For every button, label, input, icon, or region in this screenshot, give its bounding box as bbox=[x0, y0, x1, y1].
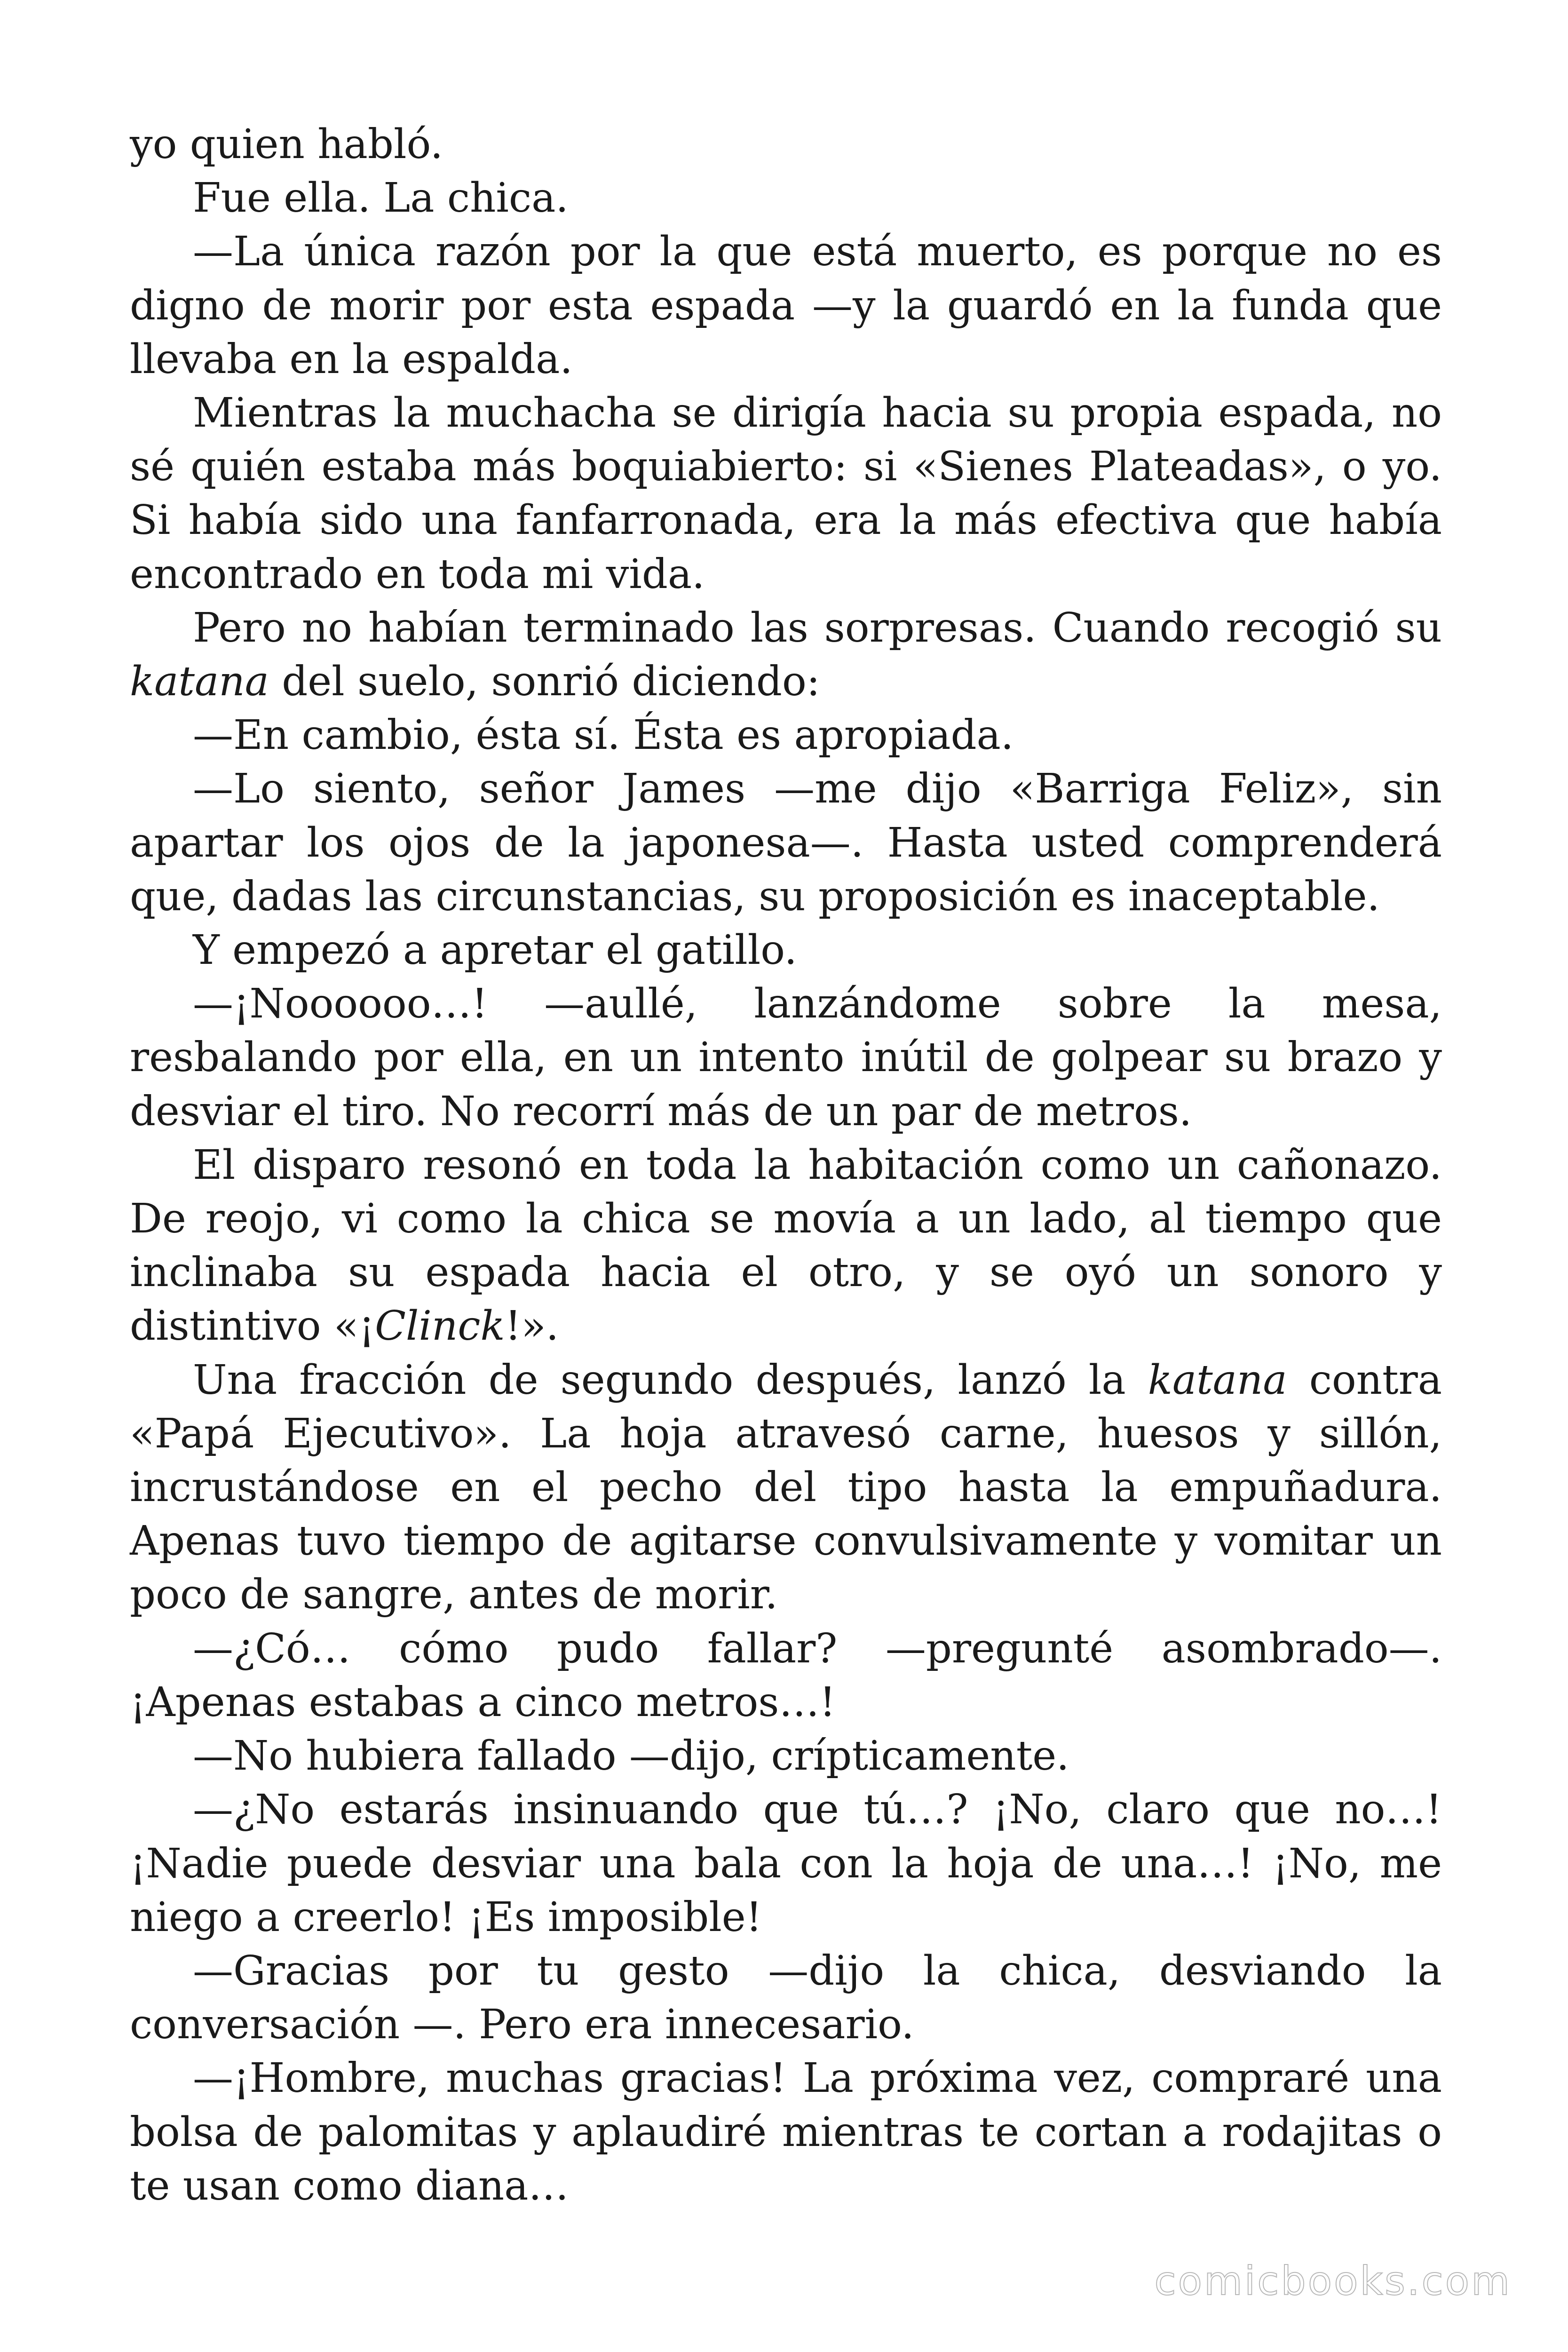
watermark: comicbooks.com bbox=[1154, 2258, 1512, 2304]
body-text bbox=[130, 118, 1442, 2213]
paragraph bbox=[130, 118, 1442, 171]
paragraph bbox=[130, 1944, 1442, 2051]
text-run: Pero no habían terminado las sorpresas. Cuando recogió su bbox=[193, 604, 1442, 652]
paragraph bbox=[130, 225, 1442, 386]
text-run: contra «Papá Ejecutivo». La hoja atravesó carne, huesos y sillón, incrustándose en el pecho del tipo hasta la empuñadura. Apenas tuvo tiempo de agitarse convulsivamente y vomitar un poco de sangre, antes de morir. bbox=[130, 1356, 1442, 1619]
text-run: —¿No estarás insinuando que tú…? ¡No, claro que no…! ¡Nadie puede desviar una bala con la hoja de una…! ¡No, me niego a creerlo! ¡Es imposible! bbox=[130, 1786, 1442, 1941]
text-run: del suelo, sonrió diciendo: bbox=[269, 658, 820, 706]
text-run: —¡Noooooo…! —aullé, lanzándome sobre la mesa, resbalando por ella, en un intento inútil de golpear su brazo y desviar el tiro. No recorrí más de un par de metros. bbox=[130, 980, 1442, 1135]
paragraph bbox=[130, 1783, 1442, 1944]
paragraph bbox=[130, 171, 1442, 225]
paragraph bbox=[130, 601, 1442, 708]
text-run: !». bbox=[505, 1303, 559, 1350]
paragraph bbox=[130, 2051, 1442, 2213]
italic-text: katana bbox=[130, 658, 269, 706]
paragraph bbox=[130, 708, 1442, 762]
text-run: —La única razón por la que está muerto, es porque no es digno de morir por esta espada —y la guardó en la funda que llevaba en la espalda. bbox=[130, 228, 1442, 383]
paragraph bbox=[130, 1138, 1442, 1353]
paragraph bbox=[130, 923, 1442, 977]
text-run: —¿Có… cómo pudo fallar? —pregunté asombrado—. ¡Apenas estabas a cinco metros…! bbox=[130, 1625, 1442, 1726]
text-run: Fue ella. La chica. bbox=[193, 175, 569, 222]
paragraph bbox=[130, 1622, 1442, 1729]
text-run: Y empezó a apretar el gatillo. bbox=[193, 927, 797, 974]
paragraph bbox=[130, 977, 1442, 1138]
paragraph bbox=[130, 386, 1442, 601]
paragraph bbox=[130, 1729, 1442, 1783]
text-run: yo quien habló. bbox=[130, 121, 443, 168]
italic-text: Clinck bbox=[375, 1303, 505, 1350]
text-run: —¡Hombre, muchas gracias! La próxima vez, compraré una bolsa de palomitas y aplaudiré mientras te cortan a rodajitas o te usan como diana… bbox=[130, 2055, 1442, 2209]
paragraph bbox=[130, 1353, 1442, 1622]
text-run: El disparo resonó en toda la habitación como un cañonazo. De reojo, vi como la chica se movía a un lado, al tiempo que inclinaba su espada hacia el otro, y se oyó un sonoro y distintivo «¡ bbox=[130, 1141, 1442, 1350]
italic-text: katana bbox=[1148, 1356, 1287, 1404]
paragraph bbox=[130, 762, 1442, 923]
text-run: —No hubiera fallado —dijo, crípticamente. bbox=[193, 1732, 1069, 1780]
text-run: Mientras la muchacha se dirigía hacia su propia espada, no sé quién estaba más boquiabierto: si «Sienes Plateadas», o yo. Si había sido una fanfarronada, era la más efectiva que había encontrado en toda mi vida. bbox=[130, 389, 1442, 598]
text-run: Una fracción de segundo después, lanzó la bbox=[193, 1356, 1148, 1404]
text-run: —En cambio, ésta sí. Ésta es apropiada. bbox=[193, 712, 1014, 759]
text-run: —Gracias por tu gesto —dijo la chica, desviando la conversación —. Pero era innecesario. bbox=[130, 1947, 1442, 2049]
text-run: —Lo siento, señor James —me dijo «Barriga Feliz», sin apartar los ojos de la japonesa—. Hasta usted comprenderá que, dadas las circunstancias, su proposición es inaceptable. bbox=[130, 765, 1442, 920]
